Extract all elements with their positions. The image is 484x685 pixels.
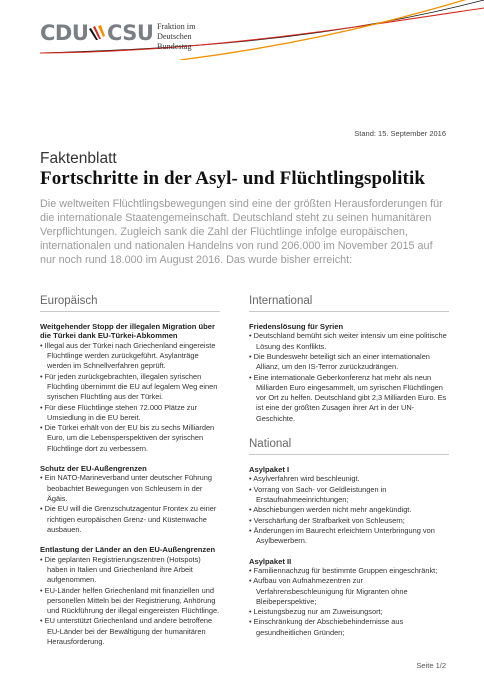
list-item: • Leistungsbezug nur am Zuweisungsort; <box>249 607 449 617</box>
block-tuerkei <box>40 322 220 454</box>
section-title-national: National <box>249 438 449 455</box>
list-item: • Einschränkung der Abschiebehindernisse aus gesundheitlichen Gründen; <box>249 617 449 638</box>
section-title-international: International <box>249 295 449 312</box>
block-asylpaket-2 <box>249 557 449 638</box>
logo-fraktion-line2: Deutschen Bundestag <box>157 32 192 51</box>
list-item: • Die geplanten Registrierungszentren (Hotspots) haben in Italien und Griechenland ihre Arbeit aufgenommen. <box>40 555 220 586</box>
column-international <box>249 295 449 648</box>
list-item: • Für diese Flüchtlinge stehen 72.000 Plätze zur Umsiedlung in die EU bereit. <box>40 403 220 424</box>
column-europaeisch <box>40 295 220 657</box>
list-item: • Vorrang von Sach- vor Geldleistungen in Erstaufnahmeeinrichtungen; <box>249 485 449 506</box>
party-logo <box>40 20 215 51</box>
block-entlastung <box>40 545 220 647</box>
list-item: • Asylverfahren wird beschleunigt. <box>249 474 449 484</box>
date-stand: Stand: 15. September 2016 <box>354 129 446 138</box>
block-heading: Entlastung der Länder an den EU-Außengrenzen <box>40 545 216 555</box>
list-item: • EU-Länder helfen Griechenland mit finanziellen und personellen Mitteln bei der Registrierung, Anhörung und Rückführung der illegal eingereisten Flüchtlinge. <box>40 586 220 617</box>
doc-kicker: Faktenblatt <box>40 150 117 167</box>
bullet-list <box>40 473 220 535</box>
list-item: • Die Türkei erhält von der EU bis zu sechs Milliarden Euro, um die Lebensperspektiven der syrischen Flüchtlinge dort zu verbessern. <box>40 423 220 454</box>
bullet-list <box>249 566 449 638</box>
logo-fraktion <box>157 22 215 52</box>
logo-cdu: CDU <box>40 21 89 45</box>
block-heading: Asylpaket II <box>249 556 292 566</box>
bullet-list <box>249 331 449 424</box>
block-aussengrenzen <box>40 464 220 535</box>
list-item: • Verschärfung der Strafbarkeit von Schleusern; <box>249 516 449 526</box>
block-heading: Weitgehender Stopp der illegalen Migration über die Türkei dank EU-Türkei-Abkommen <box>40 322 215 341</box>
list-item: • Eine internationale Geberkonferenz hat mehr als neun Milliarden Euro eingesammelt, um syrischen Flüchtlingen vor Ort zu helfen. Deutschland gibt 2,3 Milliarden Euro. Es ist eine der größten Zusagen ihrer Art in der UN-Geschichte. <box>249 373 449 424</box>
list-item: • Die EU will die Grenzschutzagentur Frontex zu einer richtigen europäischen Grenz- und Küstenwache ausbauen. <box>40 504 220 535</box>
page-number: Seite 1/2 <box>416 661 446 670</box>
list-item: • Deutschland bemüht sich weiter intensiv um eine politische Lösung des Konflikts. <box>249 331 449 352</box>
block-heading: Schutz der EU-Außengrenzen <box>40 464 147 474</box>
list-item: • EU unterstützt Griechenland und andere betroffene EU-Länder bei der Bewältigung der humanitären Herausforderung. <box>40 616 220 647</box>
bullet-list <box>249 474 449 546</box>
list-item: • Ein NATO-Marineverband unter deutscher Führung beobachtet Bewegungen von Schleusern in der Ägäis. <box>40 473 220 504</box>
block-heading: Asylpaket I <box>249 465 290 475</box>
logo-fraktion-line1: Fraktion im <box>157 22 196 31</box>
list-item: • Die Bundeswehr beteiligt sich an einer internationalen Allianz, um den IS-Terror zurückzudrängen. <box>249 352 449 373</box>
bullet-list <box>40 555 220 648</box>
doc-headline: Fortschritte in der Asyl- und Flüchtlingspolitik <box>40 168 426 189</box>
list-item: • Abschiebungen werden nicht mehr angekündigt. <box>249 505 449 515</box>
list-item: • Illegal aus der Türkei nach Griechenland eingereiste Flüchtlinge werden zurückgeführt. Asylanträge werden im Schnellverfahren geprüft. <box>40 341 220 372</box>
bullet-list <box>40 341 220 454</box>
logo-mark-icon <box>87 23 107 43</box>
list-item: • Familiennachzug für bestimmte Gruppen eingeschränkt; <box>249 566 449 576</box>
section-title-europaeisch: Europäisch <box>40 295 220 312</box>
block-syrien <box>249 322 449 424</box>
intro-paragraph: Die weltweiten Flüchtlingsbewegungen sind eine der größten Herausforderungen für die internationale Staatengemeinschaft. Deutschland steht zu seinen humanitären Verpflichtungen. Zugleich sank die Zahl der Flüchtlinge infolge europäischen, internationalen und nationalen Handelns von rund 206.000 im November 2015 auf nur noch rund 18.000 im August 2016. Das wurde bisher erreicht: <box>40 198 443 267</box>
list-item: • Änderungen im Baurecht erleichtern Unterbringung von Asylbewerbern. <box>249 526 449 547</box>
block-heading: Friedenslösung für Syrien <box>249 322 344 331</box>
logo-csu: CSU <box>107 21 154 45</box>
list-item: • Für jeden zurückgebrachten, illegalen syrischen Flüchtling übernimmt die EU auf legalem Weg einen syrischen Flüchtling aus der Türkei. <box>40 372 220 403</box>
block-asylpaket-1 <box>249 465 449 546</box>
list-item: • Aufbau von Aufnahmezentren zur Verfahrensbeschleunigung für Migranten ohne Bleibeperspektive; <box>249 576 449 607</box>
